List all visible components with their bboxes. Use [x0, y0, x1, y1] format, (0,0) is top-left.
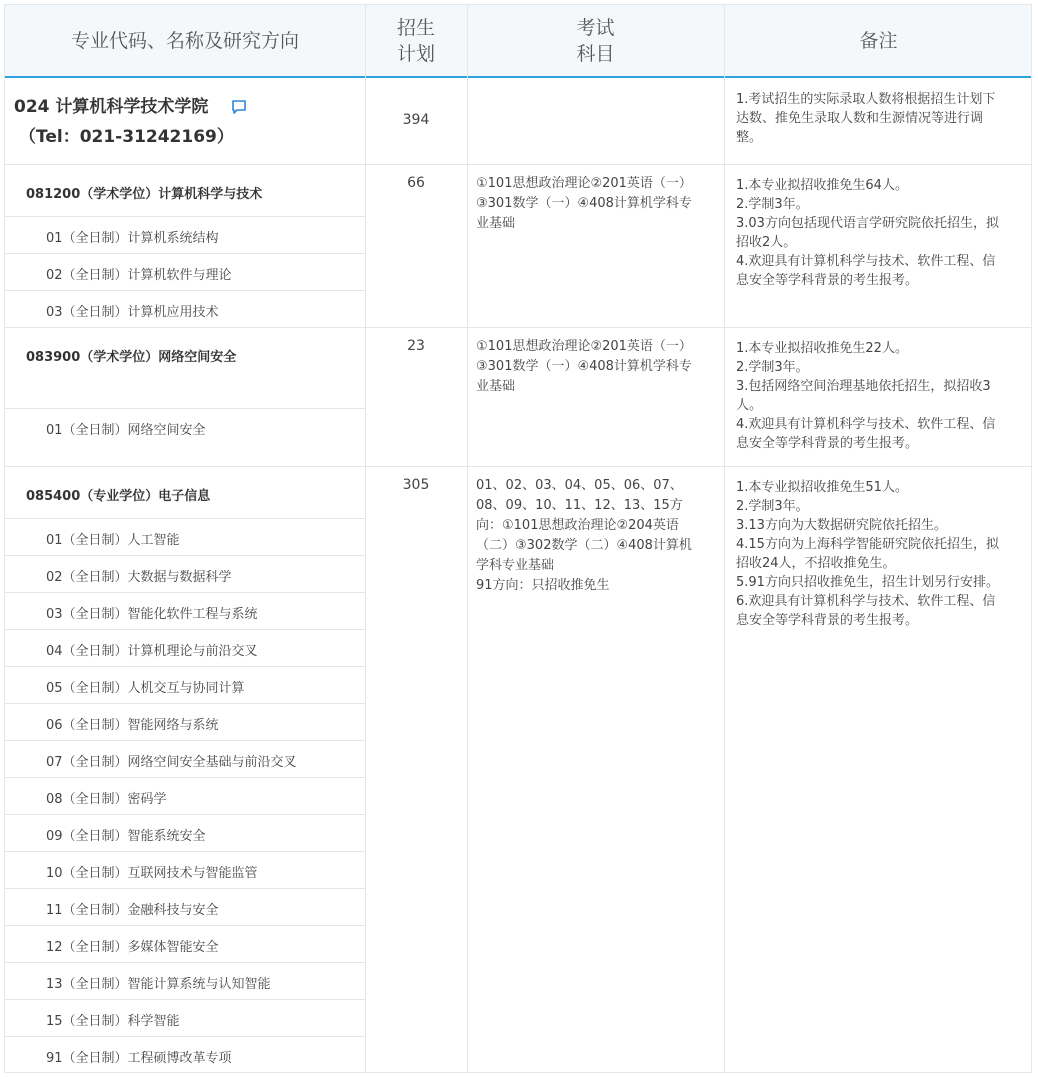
note-line: 3.03方向包括现代语言学研究院依托招生，拟 — [736, 216, 999, 231]
note-line: 招收2人。 — [736, 235, 797, 250]
direction-separator — [5, 253, 365, 254]
comment-icon[interactable] — [231, 99, 247, 115]
direction-separator — [5, 740, 365, 741]
row-separator — [5, 466, 1032, 467]
direction-separator — [5, 925, 365, 926]
note-line: 人。 — [736, 398, 763, 413]
header-notes — [724, 5, 1032, 76]
header-major-label: 专业代码、名称及研究方向 — [70, 29, 299, 52]
major-notes — [736, 176, 1022, 290]
major-plan: 305 — [402, 477, 430, 493]
subject-line: 01、02、03、04、05、06、07、 — [476, 478, 683, 493]
direction-separator — [5, 666, 365, 667]
note-line: 4.欢迎具有计算机科学与技术、软件工程、信 — [736, 254, 996, 269]
note-line: 1.本专业拟招收推免生51人。 — [736, 480, 908, 495]
direction-item: 10（全日制）互联网技术与智能监管 — [46, 866, 258, 881]
direction-item: 07（全日制）网络空间安全基础与前沿交叉 — [46, 755, 297, 770]
direction-item: 02（全日制）大数据与数据科学 — [46, 570, 232, 585]
major-title: 081200（学术学位）计算机科学与技术 — [26, 187, 263, 202]
direction-separator — [5, 1036, 365, 1037]
direction-item: 91（全日制）工程硕博改革专项 — [46, 1051, 232, 1066]
header-plan-line1: 招生 — [396, 16, 435, 39]
note-line: 1.考试招生的实际录取人数将根据招生计划下 — [736, 92, 996, 107]
direction-separator — [5, 999, 365, 1000]
direction-item: 06（全日制）智能网络与系统 — [46, 718, 219, 733]
major-plan: 66 — [407, 175, 425, 191]
direction-item: 11（全日制）金融科技与安全 — [46, 903, 219, 918]
direction-item: 03（全日制）智能化软件工程与系统 — [46, 607, 258, 622]
note-line: 息安全等学科背景的考生报考。 — [736, 613, 919, 628]
major-subjects — [476, 476, 714, 596]
header-notes-label: 备注 — [859, 29, 898, 52]
note-line: 3.包括网络空间治理基地依托招生，拟招收3 — [736, 379, 991, 394]
direction-separator — [5, 629, 365, 630]
subject-line: 业基础 — [476, 216, 516, 231]
note-line: 2.学制3年。 — [736, 197, 809, 212]
note-line: 4.15方向为上海科学智能研究院依托招生，拟 — [736, 537, 999, 552]
subject-line: ③301数学（一）④408计算机学科专 — [476, 359, 692, 374]
header-major — [5, 5, 365, 76]
college-tel: （Tel：021-31242169） — [19, 127, 234, 147]
subject-line: 08、09、10、11、12、13、15方 — [476, 498, 683, 513]
major-title: 085400（专业学位）电子信息 — [26, 489, 211, 504]
direction-item: 03（全日制）计算机应用技术 — [46, 305, 219, 320]
note-line: 1.本专业拟招收推免生64人。 — [736, 178, 908, 193]
direction-item: 01（全日制）网络空间安全 — [46, 423, 206, 438]
header-plan-line2: 计划 — [396, 42, 435, 65]
direction-item: 08（全日制）密码学 — [46, 792, 167, 807]
grid-vline-3 — [724, 5, 725, 1073]
header-subjects-line2: 科目 — [576, 42, 615, 65]
direction-separator — [5, 408, 365, 409]
table-header — [5, 5, 1032, 78]
direction-item: 09（全日制）智能系统安全 — [46, 829, 206, 844]
direction-separator — [5, 777, 365, 778]
direction-item: 15（全日制）科学智能 — [46, 1014, 180, 1029]
direction-separator — [5, 555, 365, 556]
direction-item: 02（全日制）计算机软件与理论 — [46, 268, 232, 283]
row-separator — [5, 327, 1032, 328]
direction-item: 05（全日制）人机交互与协同计算 — [46, 681, 245, 696]
major-title: 083900（学术学位）网络空间安全 — [26, 350, 237, 365]
direction-separator — [5, 851, 365, 852]
note-line: 2.学制3年。 — [736, 499, 809, 514]
subject-line: 向：①101思想政治理论②204英语 — [476, 518, 679, 533]
direction-separator — [5, 703, 365, 704]
direction-item: 12（全日制）多媒体智能安全 — [46, 940, 219, 955]
row-separator — [5, 164, 1032, 165]
direction-item: 01（全日制）人工智能 — [46, 533, 180, 548]
major-subjects — [476, 337, 714, 397]
subject-line: 学科专业基础 — [476, 558, 555, 573]
direction-separator — [5, 518, 365, 519]
admissions-table — [4, 4, 1032, 1073]
direction-separator — [5, 290, 365, 291]
subject-line: ③301数学（一）④408计算机学科专 — [476, 196, 692, 211]
direction-separator — [5, 592, 365, 593]
direction-separator — [5, 814, 365, 815]
grid-vline-1 — [365, 5, 366, 1073]
note-line: 整。 — [736, 130, 763, 145]
college-plan: 394 — [402, 112, 430, 128]
direction-item: 04（全日制）计算机理论与前沿交叉 — [46, 644, 258, 659]
direction-item: 01（全日制）计算机系统结构 — [46, 231, 219, 246]
college-name: 024 计算机科学技术学院 — [14, 97, 209, 117]
direction-separator — [5, 216, 365, 217]
direction-separator — [5, 962, 365, 963]
note-line: 5.91方向只招收推免生，招生计划另行安排。 — [736, 575, 999, 590]
header-plan — [365, 5, 467, 76]
major-notes — [736, 478, 1022, 630]
note-line: 招收24人，不招收推免生。 — [736, 556, 896, 571]
note-line: 6.欢迎具有计算机科学与技术、软件工程、信 — [736, 594, 996, 609]
major-plan: 23 — [407, 338, 425, 354]
grid-vline-2 — [467, 5, 468, 1073]
header-subjects-line1: 考试 — [576, 16, 615, 39]
direction-separator — [5, 888, 365, 889]
note-line: 息安全等学科背景的考生报考。 — [736, 436, 919, 451]
subject-line: ①101思想政治理论②201英语（一） — [476, 176, 692, 191]
note-line: 2.学制3年。 — [736, 360, 809, 375]
direction-item: 13（全日制）智能计算系统与认知智能 — [46, 977, 271, 992]
subject-line: ①101思想政治理论②201英语（一） — [476, 339, 692, 354]
major-notes — [736, 339, 1022, 453]
college-note — [736, 90, 1022, 147]
subject-line: （二）③302数学（二）④408计算机 — [476, 538, 692, 553]
major-subjects — [476, 174, 714, 234]
note-line: 息安全等学科背景的考生报考。 — [736, 273, 919, 288]
header-subjects — [467, 5, 724, 76]
subject-line: 业基础 — [476, 379, 516, 394]
note-line: 1.本专业拟招收推免生22人。 — [736, 341, 908, 356]
subject-line: 91方向：只招收推免生 — [476, 578, 610, 593]
note-line: 达数、推免生录取人数和生源情况等进行调 — [736, 111, 984, 126]
note-line: 4.欢迎具有计算机科学与技术、软件工程、信 — [736, 417, 996, 432]
note-line: 3.13方向为大数据研究院依托招生。 — [736, 518, 947, 533]
